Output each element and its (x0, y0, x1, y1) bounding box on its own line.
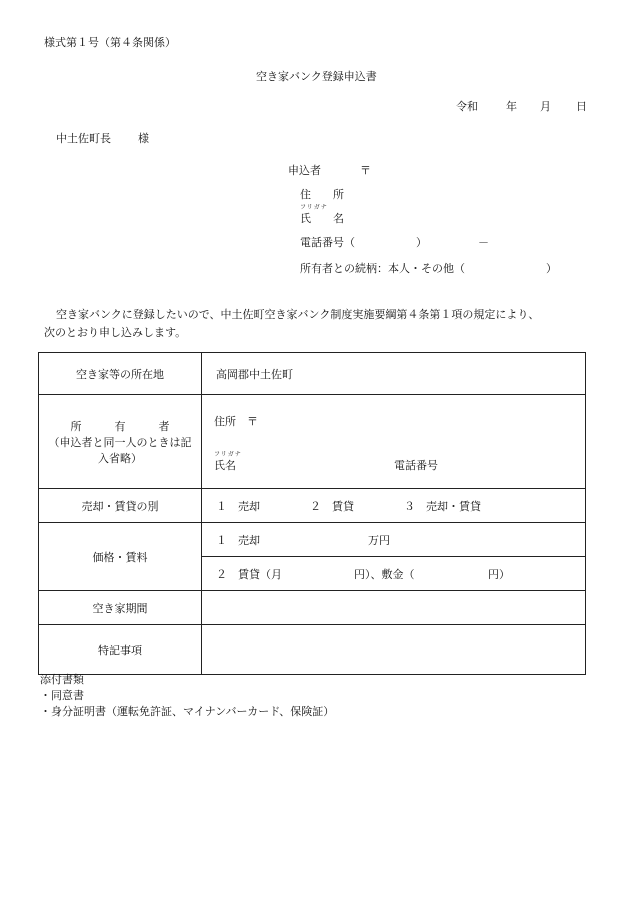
vacancy-value[interactable] (202, 591, 586, 625)
applicant-phone-dash: － (478, 236, 489, 249)
price-rent-close: 円） (488, 568, 510, 581)
applicant-phone-close: ） (416, 236, 427, 249)
attachment-consent: ・同意書 (40, 689, 84, 702)
owner-value-cell (202, 395, 586, 489)
row-vacancy (39, 591, 586, 625)
applicant-relation-label: 所有者との続柄：本人・その他（ (300, 262, 465, 275)
form-title: 空き家バンク登録申込書 (256, 70, 377, 83)
applicant-address-label: 住 所 (300, 188, 344, 201)
price-rent-cell (202, 557, 586, 591)
statement-line1: 空き家バンクに登録したいので、中土佐町空き家バンク制度実施要綱第４条第１項の規定により、 (56, 308, 540, 321)
row-owner (39, 395, 586, 489)
type-value-cell (202, 489, 586, 523)
addressee-honorific: 様 (138, 132, 149, 145)
price-sale-label: １ 売却 (216, 534, 260, 547)
owner-label-line3: 入省略） (98, 451, 142, 465)
addressee-office: 中土佐町長 (56, 132, 111, 145)
registration-table (38, 352, 586, 675)
owner-phone-label: 電話番号 (394, 459, 438, 472)
attachments-heading: 添付書類 (40, 673, 84, 686)
attachment-id: ・身分証明書（運転免許証、マイナンバーカード、保険証） (40, 705, 335, 718)
owner-label-line2: （申込者と同一人のときは記 (48, 435, 192, 449)
date-day: 日 (576, 100, 587, 113)
price-rent-label: ２ 賃貸（月 (216, 568, 282, 581)
notes-label: 特記事項 (39, 625, 202, 675)
owner-name-label: 氏名 (214, 459, 236, 472)
price-sale-unit: 万円 (368, 534, 390, 547)
applicant-relation-close: ） (546, 262, 557, 275)
applicant-name-label: 氏 名 (300, 212, 344, 225)
price-rent-yen: 円）、敷金（ (354, 568, 415, 581)
type-label: 売却・賃貸の別 (39, 489, 202, 523)
location-value: 高岡郡中土佐町 (202, 353, 586, 395)
applicant-phone-label: 電話番号（ (300, 236, 355, 249)
owner-address-label: 住所 〒 (214, 415, 258, 428)
applicant-furigana: フリガナ (300, 204, 328, 211)
row-price-sale (39, 523, 586, 557)
applicant-postal-mark: 〒 (360, 164, 371, 177)
date-era: 令和 (456, 100, 478, 113)
vacancy-label: 空き家期間 (39, 591, 202, 625)
price-label: 価格・賃料 (39, 523, 202, 591)
owner-furigana: フリガナ (214, 451, 242, 458)
type-option-rent: ２ 賃貸 (310, 500, 354, 513)
statement-line2: 次のとおり申し込みします。 (44, 326, 187, 339)
applicant-label: 申込者 (288, 164, 321, 177)
row-notes (39, 625, 586, 675)
row-location (39, 353, 586, 395)
owner-label-cell (39, 395, 202, 489)
location-label: 空き家等の所在地 (39, 353, 202, 395)
type-option-both: ３ 売却・賃貸 (404, 500, 481, 513)
form-number: 様式第１号（第４条関係） (44, 36, 176, 49)
owner-label-line1: 所 有 者 (70, 419, 170, 433)
price-sale-cell (202, 523, 586, 557)
date-year: 年 (506, 100, 517, 113)
date-month: 月 (540, 100, 551, 113)
notes-value[interactable] (202, 625, 586, 675)
type-option-sale: １ 売却 (216, 500, 260, 513)
row-type (39, 489, 586, 523)
